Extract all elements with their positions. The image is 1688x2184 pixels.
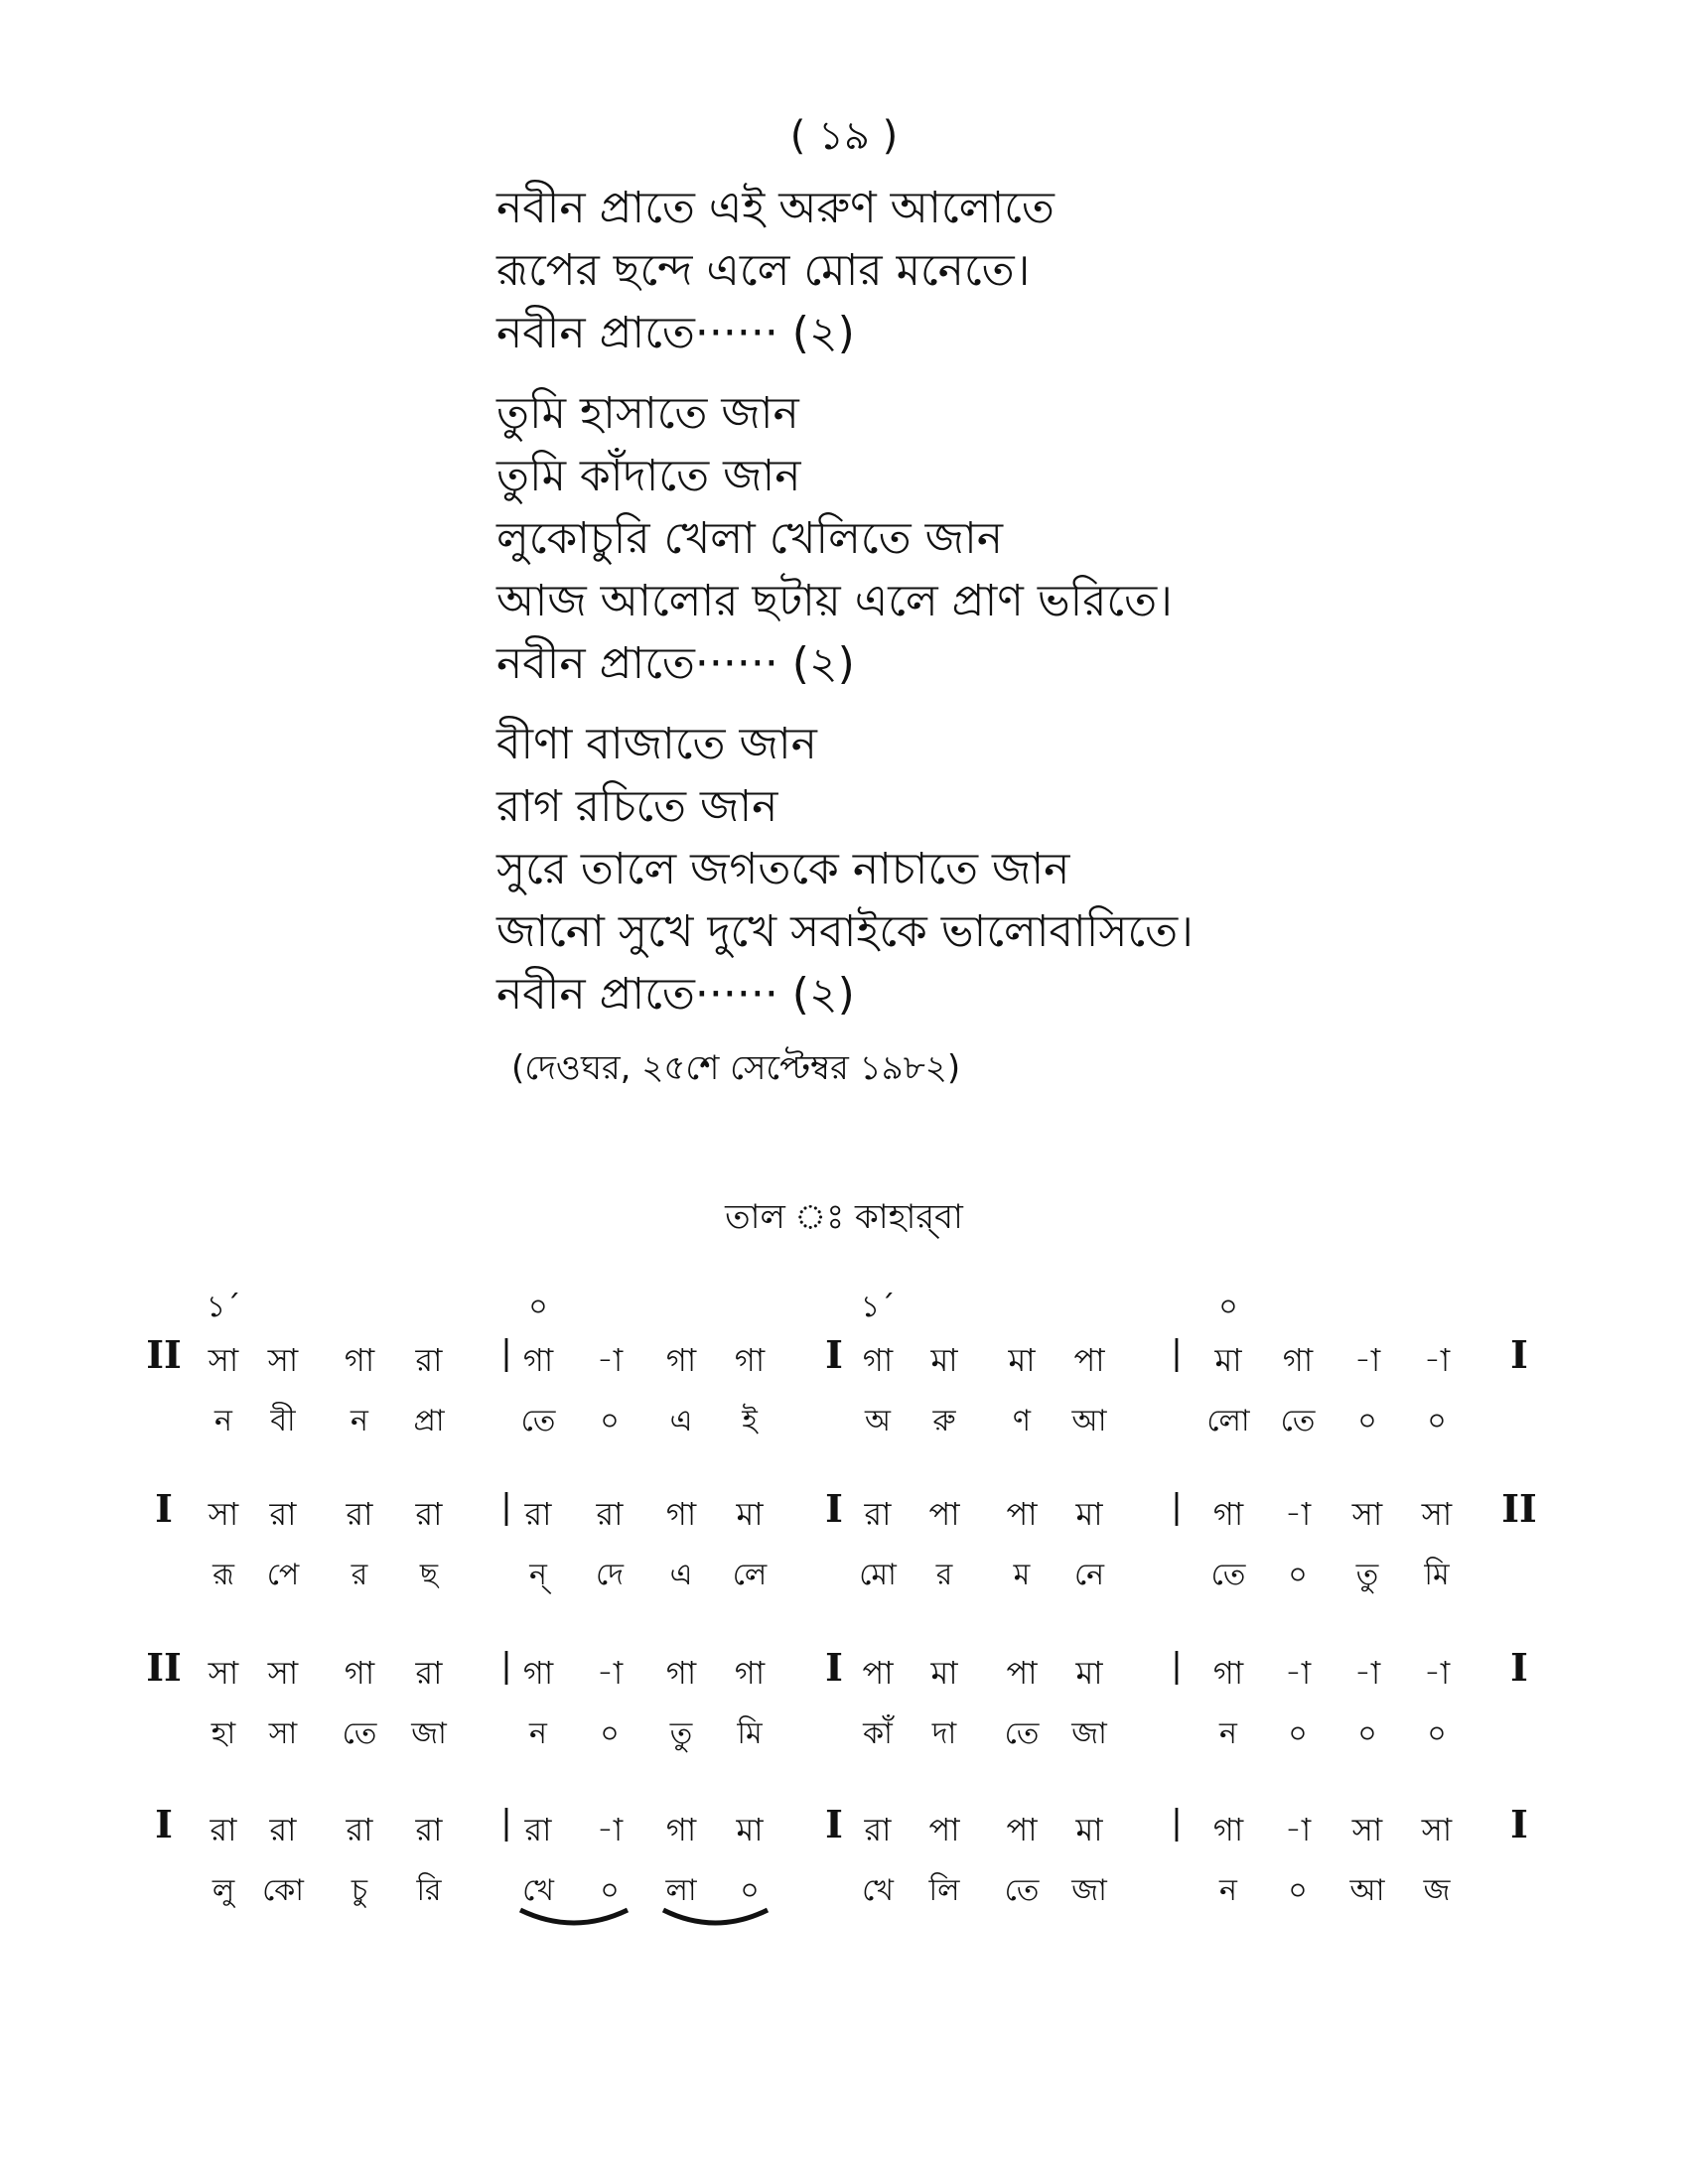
lyric-syllable: র [351, 1558, 368, 1592]
lyric-line: বীণা বাজাতে জান [496, 719, 817, 769]
start-barline: II [146, 1645, 182, 1690]
lyric-line: আজ আলোর ছটায় এলে প্রাণ ভরিতে। [496, 576, 1173, 626]
vibhag-divider: | [500, 1487, 512, 1527]
vibhag-divider: | [1171, 1333, 1183, 1373]
swara-note: -া [1353, 1341, 1381, 1379]
lyric-syllable: নে [1073, 1558, 1105, 1592]
vibhag-divider: | [500, 1646, 512, 1686]
lyric-syllable: জা [411, 1716, 447, 1751]
lyric-syllable: তে [1210, 1558, 1246, 1592]
cycle-divider: I [825, 1486, 843, 1531]
vibhag-divider: | [1171, 1646, 1183, 1686]
beat-mark: ১´ [206, 1290, 241, 1324]
swara-note: রা [596, 1495, 624, 1533]
swara-note: -া [596, 1811, 624, 1848]
swara-note: গা [344, 1341, 375, 1379]
swara-note: সা [208, 1654, 239, 1692]
swara-note: গা [1212, 1495, 1244, 1533]
swara-note: গা [665, 1495, 697, 1533]
lyric-syllable: তু [669, 1716, 693, 1751]
lyric-line: রূপের ছন্দে এলে মোর মনেতে। [496, 245, 1031, 296]
lyric-syllable: ন [529, 1716, 547, 1751]
lyric-syllable: তে [1004, 1873, 1040, 1908]
swara-note: মা [930, 1341, 958, 1379]
swara-note: সা [1421, 1495, 1453, 1533]
swara-note: রা [524, 1811, 552, 1848]
lyric-syllable: ০ [1427, 1404, 1447, 1438]
lyric-syllable: দা [931, 1716, 957, 1751]
swara-note: গা [522, 1654, 554, 1692]
swara-note: মা [930, 1654, 958, 1692]
swara-note: রা [415, 1495, 443, 1533]
lyric-syllable: ণ [1012, 1404, 1032, 1438]
lyric-syllable: ০ [600, 1404, 620, 1438]
vibhag-divider: | [1171, 1487, 1183, 1527]
lyric-syllable: আ [1349, 1873, 1385, 1908]
page-number: ( ১৯ ) [789, 113, 899, 159]
swara-note: পা [928, 1495, 960, 1533]
start-barline: II [146, 1332, 182, 1377]
lyric-syllable: প্রা [413, 1404, 445, 1438]
swara-note: সা [267, 1654, 299, 1692]
swara-note: মা [1075, 1495, 1103, 1533]
cycle-divider: I [825, 1645, 843, 1690]
lyric-syllable: খে [522, 1873, 554, 1908]
lyric-syllable: ০ [1288, 1873, 1308, 1908]
meend-slur-mark [518, 1906, 630, 1936]
lyric-syllable: ন [214, 1404, 232, 1438]
lyric-line: নবীন প্রাতে এই অরুণ আলোতে [496, 183, 1055, 233]
vibhag-divider: | [1171, 1803, 1183, 1843]
meend-slur-mark [661, 1906, 770, 1936]
lyric-syllable: কো [262, 1873, 304, 1908]
refrain-line: নবীন প্রাতে······ (২) [496, 969, 855, 1020]
swara-note: গা [665, 1341, 697, 1379]
swara-note: রা [415, 1811, 443, 1848]
lyric-syllable: ০ [1288, 1716, 1308, 1751]
end-barline: I [1510, 1802, 1528, 1846]
swara-note: পা [928, 1811, 960, 1848]
lyric-syllable: ০ [600, 1716, 620, 1751]
swara-note: রা [524, 1495, 552, 1533]
swara-note: গা [1282, 1341, 1314, 1379]
swara-note: রা [864, 1811, 892, 1848]
swara-note: সা [208, 1495, 239, 1533]
beat-mark: ১´ [860, 1290, 896, 1324]
lyric-syllable: ০ [1357, 1404, 1377, 1438]
lyric-syllable: তে [1280, 1404, 1316, 1438]
swara-note: গা [344, 1654, 375, 1692]
lyric-syllable: তে [520, 1404, 556, 1438]
swara-note: রা [210, 1811, 237, 1848]
swara-note: সা [1351, 1811, 1383, 1848]
song-stanza-2 [496, 382, 1173, 695]
lyric-syllable: মি [737, 1716, 763, 1751]
lyric-syllable: তে [1004, 1716, 1040, 1751]
refrain-line: নবীন প্রাতে······ (২) [496, 308, 855, 358]
start-barline: I [155, 1486, 173, 1531]
swara-note: মা [1075, 1811, 1103, 1848]
lyric-syllable: ম [1013, 1558, 1031, 1592]
cycle-divider: I [825, 1802, 843, 1846]
beat-mark: ০ [528, 1290, 548, 1324]
swara-note: -া [1423, 1341, 1451, 1379]
swara-note: সা [1421, 1811, 1453, 1848]
refrain-line: নবীন প্রাতে······ (২) [496, 638, 855, 689]
swara-note: গা [862, 1341, 894, 1379]
swara-note: মা [736, 1495, 764, 1533]
swara-note: রা [864, 1495, 892, 1533]
cycle-divider: I [825, 1332, 843, 1377]
lyric-syllable: বী [270, 1404, 296, 1438]
lyric-syllable: লে [732, 1558, 768, 1592]
swara-note: রা [269, 1495, 297, 1533]
lyric-syllable: ০ [740, 1873, 760, 1908]
vibhag-divider: | [500, 1803, 512, 1843]
lyric-syllable: তু [1355, 1558, 1379, 1592]
lyric-syllable: লি [928, 1873, 960, 1908]
lyric-syllable: খে [862, 1873, 894, 1908]
lyric-line: জানো সুখে দুখে সবাইকে ভালোবাসিতে। [496, 906, 1194, 957]
song-stanza-3 [496, 713, 1194, 1025]
swara-note: -া [596, 1654, 624, 1692]
swara-note: রা [269, 1811, 297, 1848]
lyric-syllable: রু [932, 1404, 956, 1438]
end-barline: I [1510, 1645, 1528, 1690]
lyric-syllable: চু [351, 1873, 368, 1908]
swara-note: -া [1353, 1654, 1381, 1692]
composition-date: (দেওঘর, ২৫শে সেপ্টেম্বর ১৯৮২) [511, 1048, 961, 1088]
swara-note: গা [1212, 1811, 1244, 1848]
lyric-syllable: জা [1071, 1873, 1107, 1908]
swara-note: গা [734, 1654, 766, 1692]
lyric-syllable: ছ [419, 1558, 439, 1592]
swara-note: সা [208, 1341, 239, 1379]
lyric-syllable: ০ [600, 1873, 620, 1908]
lyric-syllable: ন [1219, 1716, 1237, 1751]
lyric-syllable: লা [665, 1873, 697, 1908]
swara-note: -া [596, 1341, 624, 1379]
swara-note: রা [415, 1341, 443, 1379]
lyric-syllable: মি [1424, 1558, 1450, 1592]
swara-note: পা [1073, 1341, 1105, 1379]
lyric-syllable: অ [865, 1404, 891, 1438]
lyric-syllable: র [935, 1558, 953, 1592]
swara-note: -া [1423, 1654, 1451, 1692]
lyric-syllable: কাঁ [863, 1716, 893, 1751]
lyric-syllable: ন্ [529, 1558, 547, 1592]
swara-note: -া [1284, 1654, 1312, 1692]
lyric-line: তুমি হাসাতে জান [496, 388, 799, 439]
swara-note: গা [522, 1341, 554, 1379]
swara-note: রা [346, 1811, 373, 1848]
lyric-syllable: আ [1071, 1404, 1107, 1438]
lyric-syllable: সা [268, 1716, 298, 1751]
lyric-syllable: দে [596, 1558, 624, 1592]
lyric-syllable: ন [351, 1404, 368, 1438]
vibhag-divider: | [500, 1333, 512, 1373]
lyric-syllable: রূ [212, 1558, 234, 1592]
lyric-syllable: এ [669, 1558, 693, 1592]
swara-note: গা [665, 1811, 697, 1848]
swara-note: সা [1351, 1495, 1383, 1533]
swara-note: গা [734, 1341, 766, 1379]
lyric-syllable: রি [416, 1873, 442, 1908]
swara-note: মা [1214, 1341, 1242, 1379]
start-barline: I [155, 1802, 173, 1846]
lyric-syllable: ০ [1357, 1716, 1377, 1751]
lyric-syllable: ন [1219, 1873, 1237, 1908]
swara-note: গা [1212, 1654, 1244, 1692]
lyric-line: সুরে তালে জগতকে নাচাতে জান [496, 844, 1070, 894]
lyric-syllable: ০ [1427, 1716, 1447, 1751]
swara-note: পা [1006, 1654, 1038, 1692]
lyric-syllable: ০ [1288, 1558, 1308, 1592]
swara-note: রা [415, 1654, 443, 1692]
swara-note: গা [665, 1654, 697, 1692]
end-barline: II [1501, 1486, 1537, 1531]
swara-note: পা [1006, 1811, 1038, 1848]
swara-note: -া [1284, 1811, 1312, 1848]
song-stanza-1 [496, 177, 1055, 364]
lyric-syllable: ই [742, 1404, 758, 1438]
swara-note: রা [346, 1495, 373, 1533]
lyric-syllable: মো [859, 1558, 897, 1592]
swara-note: মা [736, 1811, 764, 1848]
lyric-syllable: জা [1071, 1716, 1107, 1751]
lyric-syllable: লো [1206, 1404, 1250, 1438]
lyric-syllable: লু [211, 1873, 235, 1908]
lyric-syllable: হা [211, 1716, 236, 1751]
lyric-line: লুকোচুরি খেলা খেলিতে জান [496, 513, 1003, 564]
swara-note: -া [1284, 1495, 1312, 1533]
swara-note: পা [1006, 1495, 1038, 1533]
lyric-syllable: এ [669, 1404, 693, 1438]
lyric-line: রাগ রচিতে জান [496, 781, 778, 832]
lyric-line: তুমি কাঁদাতে জান [496, 451, 801, 501]
swara-note: পা [862, 1654, 894, 1692]
lyric-syllable: তে [342, 1716, 377, 1751]
beat-mark: ০ [1218, 1290, 1238, 1324]
lyric-syllable: পে [266, 1558, 300, 1592]
swara-note: মা [1075, 1654, 1103, 1692]
end-barline: I [1510, 1332, 1528, 1377]
swara-note: সা [267, 1341, 299, 1379]
tala-heading: তাল ঃ কাহার্‌বা [725, 1197, 963, 1237]
lyric-syllable: জ [1423, 1873, 1451, 1908]
swara-note: মা [1008, 1341, 1036, 1379]
